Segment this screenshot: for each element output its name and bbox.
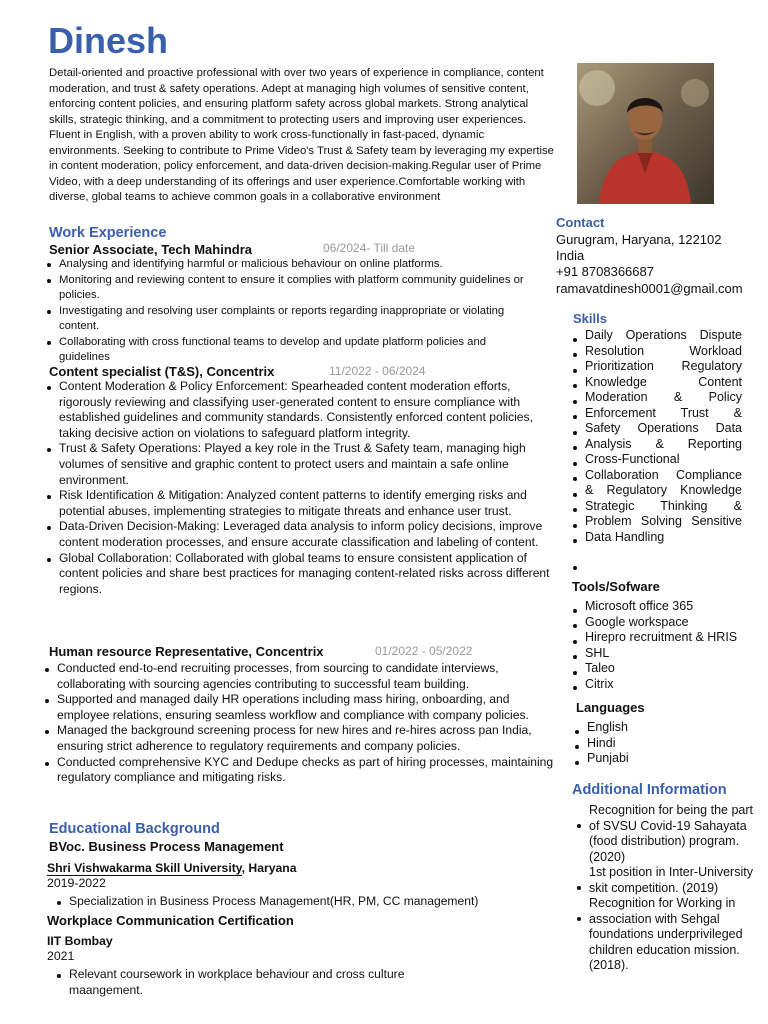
person-portrait-icon: [577, 63, 714, 204]
job-bullets-1: [59, 257, 529, 366]
candidate-name: Dinesh: [48, 20, 169, 61]
additional-info-heading: Additional Information: [572, 782, 727, 798]
job-title-1: Senior Associate, Tech Mahindra: [49, 242, 252, 257]
list-item: Recognition for Working in association with Sehgal foundations underprivileged children education mission. (2018).: [589, 896, 757, 974]
education-bullets: [69, 894, 549, 910]
contact-email[interactable]: ramavatdinesh0001@gmail.com: [556, 281, 743, 296]
list-item: Analysing and identifying harmful or malicious behaviour on online platforms.: [59, 257, 529, 273]
contact-city: Gurugram, Haryana, 122102: [556, 232, 722, 247]
list-item: Trust & Safety Operations: Played a key role in the Trust & Safety team, managing high volumes of sensitive and graphic content to protect users and maintain a safe online environment.: [59, 441, 559, 488]
list-item: Managed the background screening process for new hires and re-hires across pan India, ensuring strict adherence to regulatory requirements and company policies.: [57, 723, 562, 754]
list-item: Conducted end-to-end recruiting processes, from sourcing to candidate interviews, collaborating with sourcing agencies contributing to successful team building.: [57, 661, 562, 692]
list-item: Microsoft office 365: [585, 599, 760, 615]
certification-year: 2021: [47, 949, 75, 963]
job-date-1: 06/2024- Till date: [323, 241, 416, 255]
list-item: Data Handling: [585, 530, 742, 546]
list-item: Hirepro recruitment & HRIS: [585, 630, 760, 646]
tools-list: [585, 599, 760, 692]
list-item: Monitoring and reviewing content to ensure it complies with platform community guidelines or policies.: [59, 273, 529, 304]
list-item: Content Moderation & Policy Enforcement: Spearheaded content moderation efforts, rigorously reviewing and classifying user-generated content to ensure compliance with established guidelines and community standards. Consistently enforced content policies, taking decisive action on violations to safeguard platform integrity.: [59, 379, 559, 441]
bullet-dot: [573, 566, 577, 570]
list-item: Citrix: [585, 677, 760, 693]
certification-title: Workplace Communication Certification: [47, 913, 294, 928]
list-item: Collaborating with cross functional teams to develop and update platform policies and guidelines: [59, 335, 529, 366]
certification-school: IIT Bombay: [47, 934, 113, 948]
list-item: Knowledge Content: [585, 374, 742, 389]
school-line: [47, 861, 297, 875]
profile-photo: [577, 63, 714, 204]
languages-list: [587, 720, 737, 767]
skills-list: [585, 328, 742, 545]
list-item: Prioritization Regulatory: [585, 359, 742, 373]
job-title-2: Content specialist (T&S), Concentrix: [49, 364, 275, 379]
school-name: Shri Vishwakarma Skill University: [47, 861, 242, 875]
school-location: , Haryana: [241, 861, 297, 875]
list-item: Supported and managed daily HR operations including mass hiring, onboarding, and employee relations, ensuring seamless workflow and compliance with company policies.: [57, 692, 562, 723]
job-bullets-3: [57, 661, 562, 786]
list-item: Resolution Workload: [585, 343, 742, 358]
list-item: Data-Driven Decision-Making: Leveraged data analysis to inform policy decisions, improve content moderation processes, and ensure accurate classification and labeling of content.: [59, 519, 559, 550]
list-item: Punjabi: [587, 751, 737, 767]
education-years: 2019-2022: [47, 876, 106, 890]
list-item: Analysis & Reporting: [585, 436, 742, 451]
list-item: Collaboration Compliance: [585, 467, 742, 482]
additional-info-list: [589, 803, 757, 974]
degree-title: BVoc. Business Process Management: [49, 839, 284, 854]
tools-heading: Tools/Sofware: [572, 579, 660, 594]
languages-heading: Languages: [576, 700, 645, 715]
list-item: Hindi: [587, 736, 737, 752]
contact-country: India: [556, 248, 585, 263]
list-item: Conducted comprehensive KYC and Dedupe checks as part of hiring processes, maintaining regulatory compliance and mitigating risks.: [57, 755, 562, 786]
job-title-3: Human resource Representative, Concentrix: [49, 644, 324, 659]
list-item: & Regulatory Knowledge: [585, 483, 742, 497]
job-bullets-2: [59, 379, 559, 597]
education-heading: Educational Background: [49, 821, 220, 837]
list-item: 1st position in Inter-University skit competition. (2019): [589, 865, 757, 896]
list-item: Strategic Thinking &: [585, 498, 742, 513]
list-item: Taleo: [585, 661, 760, 677]
list-item: Safety Operations Data: [585, 421, 742, 435]
contact-heading: Contact: [556, 215, 605, 230]
work-experience-heading: Work Experience: [49, 225, 167, 241]
list-item: Risk Identification & Mitigation: Analyzed content patterns to identify emerging risks and potential abuses, implementing strategies to mitigate threats and enhance user trust.: [59, 488, 559, 519]
certification-bullets: [69, 967, 469, 998]
job-date-3: 01/2022 - 05/2022: [375, 644, 473, 658]
list-item: English: [587, 720, 737, 736]
list-item: Cross-Functional: [585, 452, 742, 468]
list-item: Moderation & Policy: [585, 390, 742, 404]
list-item: Investigating and resolving user complaints or reports regarding inappropriate or violating content.: [59, 304, 529, 335]
list-item: Relevant coursework in workplace behaviour and cross culture maangement.: [69, 967, 469, 998]
list-item: Daily Operations Dispute: [585, 328, 742, 342]
job-date-2: 11/2022 - 06/2024: [329, 364, 426, 378]
contact-phone[interactable]: +91 8708366687: [556, 264, 654, 279]
list-item: Enforcement Trust &: [585, 405, 742, 420]
professional-summary: Detail-oriented and proactive professional with over two years of experience in compliance, content moderation, and trust & safety operations. Adept at managing high volumes of sensitive content, enforcing content policies, and ensuring platform safety across global markets. Strong analytical skills, strategic thinking, and a commitment to protecting users and improving user experiences. Fluent in English, with a proven ability to work cross-functionally in fast-paced, dynamic environments. Seeking to contribute to Prime Video's Trust & Safety team by leveraging my expertise in content moderation, policy enforcement, and data-driven decision-making.Regular user of Prime Video, with a deep understanding of its offerings and user experience.Comfortable working with diverse, global teams to achieve common goals in a collaborative environment: [49, 67, 554, 203]
list-item: Recognition for being the part of SVSU Covid-19 Sahayata (food distribution) program. (2020): [589, 803, 757, 865]
list-item: Global Collaboration: Collaborated with global teams to ensure consistent application of content policies and share best practices for managing content-related risks across different regions.: [59, 551, 559, 598]
list-item: Specialization in Business Process Management(HR, PM, CC management): [69, 894, 549, 910]
list-item: Google workspace: [585, 615, 760, 631]
list-item: SHL: [585, 646, 760, 662]
list-item: Problem Solving Sensitive: [585, 514, 742, 528]
skills-heading: Skills: [573, 311, 607, 326]
